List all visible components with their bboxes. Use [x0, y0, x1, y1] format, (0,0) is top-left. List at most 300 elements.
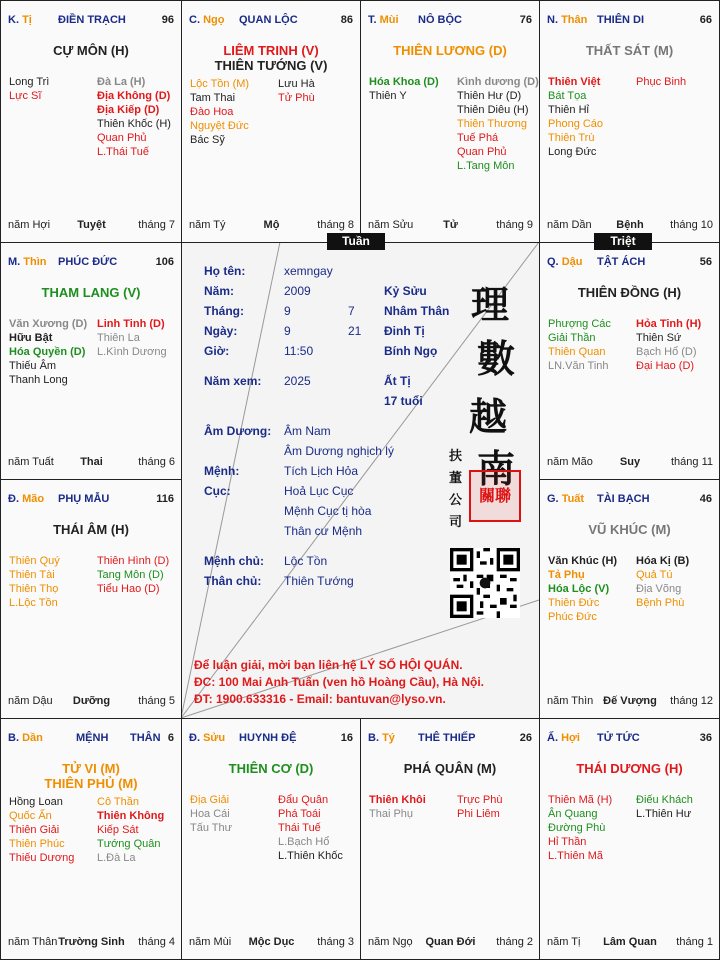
star-list-right	[97, 75, 171, 159]
palace-cell-tuat[interactable]	[539, 479, 720, 719]
star-item: Tuế Phá	[457, 132, 499, 144]
star-item: Hỉ Thần	[548, 836, 587, 848]
star-item: Hóa Quyền (D)	[9, 346, 86, 358]
branch-prefix: B.	[368, 732, 379, 744]
star-item: Thiên Thọ	[9, 583, 59, 595]
palace-year: năm Dần	[547, 219, 592, 231]
palace-month: tháng 12	[670, 695, 713, 707]
am-duong-value: Âm Nam	[284, 424, 331, 438]
cuc-label: Cục:	[204, 484, 231, 498]
star-item: Bác Sỹ	[190, 134, 225, 146]
star-item: Hoa Cái	[190, 808, 230, 820]
palace-name: NÔ BỘC	[418, 14, 462, 26]
palace-header	[547, 256, 712, 270]
ngay-solar: 9	[284, 324, 291, 338]
thang-label: Tháng:	[204, 304, 244, 318]
star-item: Ân Quang	[548, 808, 598, 820]
palace-number: 106	[155, 256, 174, 268]
star-list-right	[97, 317, 167, 359]
star-item: Thiên Tài	[9, 569, 55, 581]
branch-name: Sửu	[203, 732, 226, 744]
star-item: Lộc Tồn (M)	[190, 78, 250, 90]
star-item: Thiên Diêu (H)	[457, 104, 529, 116]
star-item: Thiên Phúc	[9, 838, 65, 850]
star-item: Quan Phủ	[97, 132, 147, 144]
palace-footer	[547, 936, 713, 949]
star-item: Phi Liêm	[457, 808, 500, 820]
star-item: Thiên Khôi	[369, 794, 426, 806]
nam-label: Năm:	[204, 284, 235, 298]
star-item: Phúc Đức	[548, 611, 597, 623]
star-item: Thiên Quan	[548, 346, 606, 358]
qr-code[interactable]	[450, 548, 520, 618]
main-star: THIÊN LƯƠNG (D)	[393, 43, 507, 58]
palace-name: HUYNH ĐỆ	[239, 732, 297, 744]
branch-name: Hợi	[561, 732, 580, 744]
palace-footer	[189, 936, 354, 949]
palace-cell-dau[interactable]	[539, 242, 720, 480]
star-item: Đại Hao (D)	[636, 360, 695, 372]
star-list-right	[457, 793, 502, 821]
palace-year: năm Tị	[547, 936, 581, 948]
palace-name: TẬT ÁCH	[597, 256, 646, 268]
menh-chu-value: Lộc Tồn	[284, 554, 328, 568]
palace-header	[368, 14, 532, 28]
palace-year: năm Mùi	[189, 936, 232, 948]
palace-stage: Tử	[443, 219, 458, 231]
am-duong-value2: Âm Dương nghịch lý	[284, 444, 394, 458]
star-item: Tả Phụ	[548, 569, 585, 581]
star-list-right	[636, 75, 686, 89]
palace-number: 116	[156, 493, 174, 505]
palace-number: 66	[699, 14, 712, 26]
palace-number: 36	[699, 732, 712, 744]
star-item: Long Trì	[9, 76, 50, 88]
main-star: VŨ KHÚC (M)	[588, 522, 671, 537]
star-item: Hóa Lộc (V)	[548, 583, 610, 595]
palace-header	[8, 732, 174, 746]
star-item: Kiếp Sát	[97, 824, 139, 836]
branch-prefix: T.	[368, 14, 377, 26]
star-list-left	[548, 317, 611, 373]
palace-stage: Quan Đới	[425, 936, 476, 948]
star-item: L.Thiên Khốc	[278, 850, 343, 862]
palace-header	[547, 732, 712, 746]
star-list-right	[278, 77, 315, 105]
branch-label	[547, 256, 582, 268]
tuan-tag: Tuần	[327, 233, 385, 250]
star-item: Thiên La	[97, 332, 140, 344]
palace-cell-suu[interactable]	[181, 718, 361, 960]
palace-year: năm Thân	[8, 936, 58, 948]
star-item: Tử Phù	[278, 92, 315, 104]
palace-month: tháng 5	[138, 695, 175, 707]
star-item: Thiên Giải	[9, 824, 60, 836]
palace-month: tháng 4	[138, 936, 175, 948]
branch-label	[547, 732, 580, 744]
main-star: LIÊM TRINH (V)	[223, 43, 319, 58]
star-item: Đường Phù	[548, 822, 606, 834]
thang-solar: 9	[284, 304, 291, 318]
star-item: Thiếu Dương	[9, 852, 75, 864]
palace-header	[189, 732, 353, 746]
branch-name: Tuất	[561, 493, 585, 505]
branch-label	[368, 14, 399, 26]
palace-number: 26	[519, 732, 532, 744]
branch-prefix: Ấ.	[547, 732, 558, 744]
palace-header	[189, 14, 353, 28]
branch-label	[368, 732, 395, 744]
small-calligraphy-char: 司	[449, 515, 463, 530]
ho-ten-label: Họ tên:	[204, 264, 246, 278]
palace-cell-hoi[interactable]	[539, 718, 720, 960]
star-item: L.Tang Môn	[457, 160, 515, 172]
menh-chu-label: Mệnh chủ:	[204, 554, 264, 568]
palace-footer	[368, 936, 533, 949]
star-item: L.Thiên Mã	[548, 850, 604, 862]
star-list-right	[97, 554, 169, 596]
star-item: Hóa Kị (B)	[636, 555, 690, 567]
palace-header	[8, 256, 174, 270]
palace-stage: Mộ	[263, 219, 280, 231]
star-item: Đà La (H)	[97, 76, 146, 88]
small-calligraphy	[449, 446, 463, 534]
branch-label	[8, 732, 43, 744]
palace-cell-ty[interactable]	[360, 718, 540, 960]
cuc-value3: Thân cư Mệnh	[284, 524, 363, 538]
star-item: LN.Văn Tinh	[548, 360, 609, 372]
palace-header	[8, 14, 174, 28]
star-item: Lực Sĩ	[9, 90, 42, 102]
star-list-left	[9, 795, 74, 865]
star-item: Thiên Hư (D)	[457, 90, 522, 102]
main-star: PHÁ QUÂN (M)	[403, 761, 497, 776]
nam-xem-can: Ất Tị	[384, 374, 411, 388]
star-item: Hồng Loan	[9, 796, 63, 808]
main-star: THIÊN CƠ (D)	[228, 761, 314, 776]
main-star: CỰ MÔN (H)	[53, 43, 129, 58]
star-item: Long Đức	[548, 146, 597, 158]
palace-number: 46	[699, 493, 712, 505]
palace-name: TỬ TỨC	[597, 732, 640, 744]
small-calligraphy-char: 公	[449, 493, 463, 508]
palace-stage: Lâm Quan	[603, 936, 657, 948]
palace-cell-ti[interactable]	[0, 0, 182, 243]
menh-value: Tích Lịch Hỏa	[284, 464, 359, 478]
main-star: THẤT SÁT (M)	[585, 43, 674, 58]
branch-name: Dậu	[561, 256, 583, 268]
palace-number: 56	[699, 256, 712, 268]
star-item: Bát Tọa	[548, 90, 587, 102]
main-star: THÁI ÂM (H)	[53, 522, 129, 537]
gio-can: Bính Ngọ	[384, 344, 438, 358]
palace-name: TÀI BẠCH	[597, 493, 650, 505]
branch-label	[189, 732, 225, 744]
palace-header	[547, 493, 712, 507]
star-item: Bạch Hổ (D)	[636, 346, 697, 358]
palace-stage: Thai	[80, 456, 103, 468]
palace-month: tháng 3	[317, 936, 354, 948]
star-item: L.Đà La	[97, 852, 136, 864]
main-star: THIÊN PHỦ (M)	[44, 776, 138, 791]
star-item: Thiên Y	[369, 90, 407, 102]
branch-name: Thân	[561, 14, 588, 26]
star-list-left	[9, 317, 87, 387]
star-item: Đẩu Quân	[278, 794, 329, 806]
palace-cell-dan[interactable]	[0, 718, 182, 960]
nam-can: Kỷ Sửu	[384, 284, 427, 298]
star-item: Văn Khúc (H)	[548, 555, 618, 567]
am-duong-label: Âm Dương:	[204, 424, 272, 438]
contact-line-3[interactable]: ĐT: 1900.633316 - Email: bantuvan@lyso.vn.	[194, 692, 446, 706]
palace-header	[547, 14, 712, 28]
star-list-left	[190, 77, 249, 147]
palace-name: QUAN LỘC	[239, 14, 298, 26]
star-item: Đào Hoa	[190, 106, 234, 118]
palace-number: 76	[519, 14, 532, 26]
palace-stage: Dưỡng	[72, 695, 111, 707]
branch-name: Tý	[382, 732, 395, 744]
branch-prefix: Q.	[547, 256, 559, 268]
star-item: Linh Tinh (D)	[97, 318, 165, 330]
star-item: L.Thái Tuế	[97, 146, 149, 158]
palace-cell-mui[interactable]	[360, 0, 540, 243]
star-item: Thiên Mã (H)	[548, 794, 613, 806]
palace-year: năm Hợi	[8, 219, 51, 231]
palace-year: năm Ngọ	[368, 936, 413, 948]
calligraphy-char: 數	[477, 336, 516, 381]
palace-stage: Tuyệt	[77, 219, 106, 231]
small-calligraphy-char: 扶	[449, 449, 463, 464]
star-item: Thiên Hỉ	[548, 104, 589, 116]
red-seal-stamp	[469, 470, 521, 522]
palace-name: ĐIỀN TRẠCH	[58, 14, 126, 26]
palace-year: năm Mão	[547, 456, 593, 468]
star-item: Địa Giải	[190, 794, 230, 806]
star-item: Thiếu Âm	[9, 360, 57, 372]
branch-name: Mùi	[379, 14, 399, 26]
star-item: Phục Binh	[636, 76, 687, 88]
star-list-right	[278, 793, 343, 863]
star-item: Bệnh Phù	[636, 597, 685, 609]
main-star: THAM LANG (V)	[41, 285, 141, 300]
branch-prefix: N.	[547, 14, 558, 26]
star-item: Thiên Trù	[548, 132, 595, 144]
star-item: Tướng Quân	[97, 838, 161, 850]
nam-solar: 2009	[284, 284, 311, 298]
ngay-lunar: 21	[348, 324, 362, 338]
palace-year: năm Sửu	[368, 219, 414, 231]
star-item: Thiên Đức	[548, 597, 600, 609]
branch-name: Mão	[22, 493, 45, 505]
palace-cell-mao[interactable]	[0, 479, 182, 719]
palace-header	[8, 493, 174, 507]
star-item: Hỏa Tinh (H)	[636, 318, 702, 330]
palace-cell-than[interactable]	[539, 0, 720, 243]
star-item: Quả Tú	[636, 569, 673, 581]
palace-year: năm Thìn	[547, 695, 594, 707]
triet-tag: Triệt	[594, 233, 652, 250]
star-item: Quan Phủ	[457, 146, 507, 158]
palace-name: MỆNH	[76, 732, 109, 744]
star-item: Thiên Không	[97, 810, 165, 822]
contact-line-1: Để luận giải, mời bạn liên hệ LÝ SỐ HỘI QUÁN.	[194, 658, 463, 672]
star-item: Phá Toái	[278, 808, 321, 820]
star-item: Kình dương (D)	[457, 76, 539, 88]
cuc-value: Hoả Lục Cục	[284, 484, 354, 498]
branch-label	[547, 14, 587, 26]
palace-name: THÊ THIẾP	[418, 732, 476, 744]
palace-stage: Trường Sinh	[58, 936, 125, 948]
cuc-value2: Mệnh Cục tị hòa	[284, 504, 372, 518]
palace-cell-ngo[interactable]	[181, 0, 361, 243]
star-list-right	[457, 75, 539, 173]
tuoi-value: 17 tuổi	[384, 394, 423, 408]
ngay-label: Ngày:	[204, 324, 238, 338]
nam-xem-label: Năm xem:	[204, 374, 262, 388]
palace-footer	[189, 219, 354, 232]
main-star: THIÊN ĐỒNG (H)	[577, 285, 682, 300]
branch-name: Ngọ	[203, 14, 225, 26]
branch-label	[8, 493, 44, 505]
palace-month: tháng 10	[670, 219, 713, 231]
star-item: L.Thiên Hư	[636, 808, 692, 820]
star-item: Trực Phù	[457, 794, 503, 806]
star-item: Thiên Thương	[457, 118, 528, 130]
star-item: Địa Võng	[636, 583, 682, 595]
palace-number: 96	[161, 14, 174, 26]
star-list-right	[97, 795, 164, 865]
star-item: Hữu Bật	[9, 332, 53, 344]
star-item: Thai Phụ	[369, 808, 414, 820]
palace-number: 6	[167, 732, 174, 744]
ho-ten-value: xemngay	[284, 264, 333, 278]
than-chu-label: Thân chủ:	[204, 574, 262, 588]
branch-label	[547, 493, 584, 505]
branch-name: Tị	[22, 14, 32, 26]
branch-prefix: K.	[8, 14, 19, 26]
gio-label: Giờ:	[204, 344, 230, 358]
star-item: Tiểu Hao (D)	[97, 583, 160, 595]
star-item: Điếu Khách	[636, 794, 693, 806]
branch-label	[8, 256, 47, 268]
star-list-right	[636, 317, 701, 373]
palace-month: tháng 6	[138, 456, 175, 468]
palace-name: PHỤ MẪU	[58, 493, 110, 505]
palace-footer	[368, 219, 533, 232]
palace-cell-thin[interactable]	[0, 242, 182, 480]
star-item: Tấu Thư	[190, 822, 233, 834]
star-item: Lưu Hà	[278, 78, 315, 90]
palace-month: tháng 2	[496, 936, 533, 948]
star-item: L.Bạch Hổ	[278, 836, 330, 848]
star-item: Thanh Long	[9, 374, 68, 386]
star-item: Tang Môn (D)	[97, 569, 164, 581]
thang-can: Nhâm Thân	[384, 304, 450, 318]
star-item: Thiên Quý	[9, 555, 60, 567]
star-item: Phượng Các	[548, 318, 611, 330]
palace-footer	[8, 219, 175, 232]
star-list-left	[548, 793, 612, 863]
contact-line-2: ĐC: 100 Mai Anh Tuấn (ven hồ Hoàng Cầu), Hà Nội.	[194, 675, 485, 689]
branch-prefix: B.	[8, 732, 19, 744]
palace-stage: Đế Vượng	[603, 695, 657, 707]
star-item: Thiên Sứ	[636, 332, 682, 344]
palace-footer	[547, 219, 713, 232]
star-item: Văn Xương (D)	[9, 318, 88, 330]
palace-number: 16	[340, 732, 353, 744]
star-item: Nguyệt Đức	[190, 120, 249, 132]
branch-label	[8, 14, 32, 26]
palace-month: tháng 8	[317, 219, 354, 231]
main-star: THÁI DƯƠNG (H)	[576, 761, 683, 776]
star-item: Cô Thần	[97, 796, 139, 808]
star-item: Quốc Ấn	[9, 810, 52, 822]
branch-prefix: Đ.	[8, 493, 19, 505]
palace-year: năm Tuất	[8, 456, 54, 468]
star-item: Giải Thần	[548, 332, 596, 344]
than-chu-value: Thiên Tướng	[284, 574, 354, 588]
star-list-right	[636, 793, 693, 821]
star-list-left	[9, 554, 60, 610]
palace-footer	[8, 695, 175, 708]
palace-stage: Suy	[619, 456, 641, 468]
branch-prefix: Đ.	[189, 732, 200, 744]
calligraphy-char: 越	[469, 394, 508, 439]
star-list-left	[190, 793, 232, 835]
star-list-left	[548, 554, 617, 624]
palace-month: tháng 11	[670, 456, 713, 468]
palace-month: tháng 1	[676, 936, 713, 948]
palace-stage: Mộc Dục	[248, 936, 295, 948]
star-list-right	[636, 554, 689, 610]
branch-label	[189, 14, 224, 26]
palace-footer	[8, 936, 175, 949]
gio-value: 11:50	[284, 344, 314, 358]
star-item: Tam Thai	[190, 92, 236, 104]
palace-year: năm Dậu	[8, 695, 53, 707]
palace-number: 86	[340, 14, 353, 26]
palace-footer	[547, 456, 713, 469]
palace-stage: Bệnh	[616, 219, 644, 231]
small-calligraphy-char: 董	[449, 471, 463, 486]
star-item: Thái Tuế	[278, 822, 321, 834]
star-item: Thiên Khốc (H)	[97, 118, 171, 130]
star-list-left	[9, 75, 49, 103]
star-item: Hóa Khoa (D)	[369, 76, 439, 88]
palace-name: PHÚC ĐỨC	[58, 256, 118, 268]
star-list-left	[369, 75, 439, 103]
star-item: L.Lộc Tồn	[9, 597, 58, 609]
center-info-panel	[181, 242, 539, 718]
star-list-left	[369, 793, 426, 821]
than-marker: THÂN	[130, 732, 161, 744]
palace-year: năm Tý	[189, 219, 226, 231]
star-list-left	[548, 75, 603, 159]
palace-footer	[547, 695, 713, 708]
seal-text: 關聯	[478, 486, 511, 505]
star-item: L.Kình Dương	[97, 346, 167, 358]
palace-month: tháng 7	[138, 219, 175, 231]
palace-header	[368, 732, 532, 746]
calligraphy-char: 南	[477, 446, 516, 491]
calligraphy-char: 理	[471, 282, 510, 327]
main-star: THIÊN TƯỚNG (V)	[214, 58, 328, 73]
branch-name: Thìn	[23, 256, 47, 268]
branch-prefix: M.	[8, 256, 21, 268]
palace-name: THIÊN DI	[597, 14, 645, 26]
star-item: Phong Cáo	[548, 118, 604, 130]
